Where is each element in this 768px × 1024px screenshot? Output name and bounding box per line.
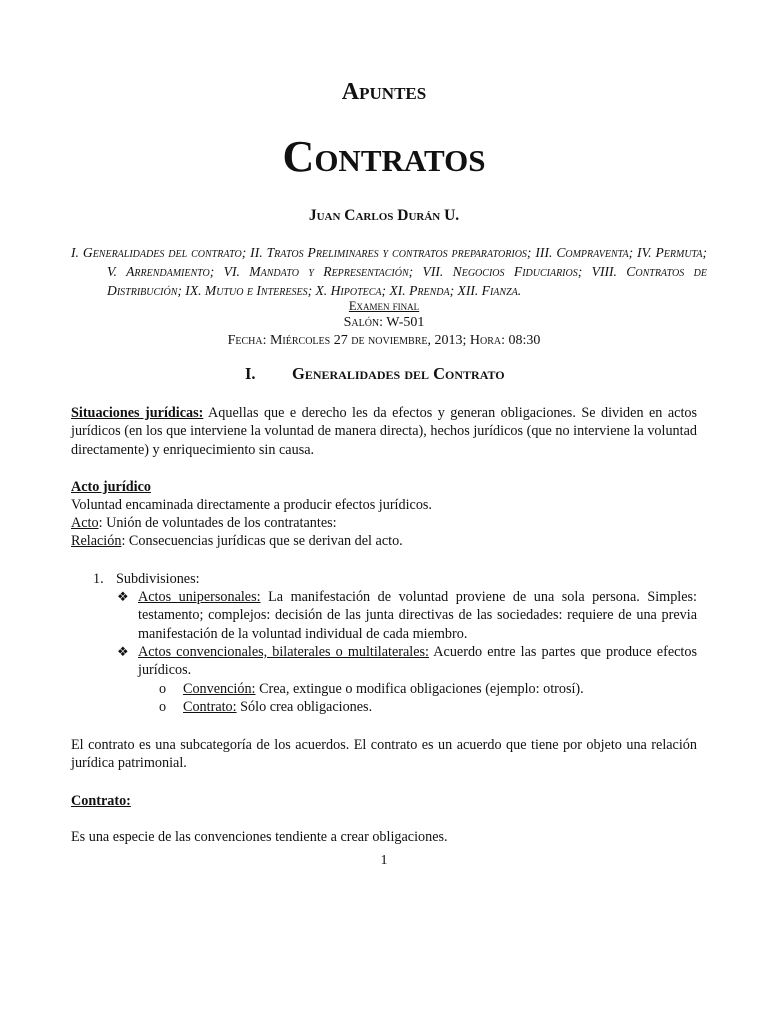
list-title: Subdivisiones: <box>116 571 200 587</box>
acto-heading: Acto jurídico <box>71 479 151 495</box>
contrato-definition: Es una especie de las convenciones tendiente a crear obligaciones. <box>71 829 448 845</box>
document-author: Juan Carlos Durán U. <box>308 207 460 224</box>
diamond-bullet-icon: ❖ <box>117 589 129 604</box>
page-number: 1 <box>380 853 388 868</box>
sub2-term: Contrato: <box>183 699 237 715</box>
sub-item-convencion <box>183 680 584 698</box>
date-rest: 27 de noviembre, <box>333 333 431 348</box>
situaciones-term: Situaciones jurídicas: <box>71 405 204 421</box>
date-year: 2013; <box>434 333 467 348</box>
relacion-line <box>71 532 697 550</box>
relacion-term: Relación <box>71 533 122 549</box>
room-label: Salón: <box>343 315 384 330</box>
acto-definition: Voluntad encaminada directamente a producir efectos jurídicos. <box>71 497 432 513</box>
document-subtitle: Apuntes <box>341 79 427 105</box>
table-of-contents: I. Generalidades del contrato; II. Tratos Preliminares y contratos preparatorios; III. Compraventa; IV. Permuta; V. Arrendamiento; VI. Mandato y Representación; VII. Negocios Fiduciarios; VIII. Contratos de Distribución; IX. Mutuo e Intereses; X. Hipoteca; XI. Prenda; XII. Fianza. <box>71 245 707 298</box>
contrato-heading: Contrato: <box>71 793 131 809</box>
room-value: W-501 <box>386 315 425 330</box>
exam-label: Examen final <box>348 299 420 313</box>
sub-item-contrato <box>183 698 372 716</box>
situaciones-paragraph <box>71 404 697 459</box>
bullet1-text: La manifestación de voluntad proviene de una sola persona. Simples: testamento; complejos: decisión de las junta directivas de las sociedades: requiere de una previa manifestación de la voluntad individual de cada miembro. <box>138 589 697 642</box>
time-label: Hora: <box>469 333 506 348</box>
situaciones-text: Aquellas que e derecho les da efectos y generan obligaciones. Se dividen en actos jurídicos (en los que interviene la voluntad de manera directa), hechos jurídicos (que no interviene la voluntad directamente) y enriquecimiento sin causa. <box>71 405 698 458</box>
diamond-bullet-icon: ❖ <box>117 644 129 659</box>
relacion-text: : Consecuencias jurídicas que se derivan del acto. <box>121 533 403 549</box>
circle-bullet-icon: o <box>159 681 167 697</box>
acto-text: : Unión de voluntades de los contratantes: <box>98 515 337 531</box>
circle-bullet-icon: o <box>159 699 167 715</box>
section-title: Generalidades del Contrato <box>292 364 505 383</box>
document-title: Contratos <box>282 132 486 181</box>
time-value: 08:30 <box>508 333 541 348</box>
bullet1-term: Actos unipersonales: <box>138 589 261 605</box>
bullet-unipersonales <box>138 588 697 643</box>
date-line <box>0 332 768 350</box>
bullet2-term: Actos convencionales, bilaterales o multilaterales: <box>138 644 429 660</box>
date-day: Miércoles <box>269 333 331 348</box>
sub2-text: Sólo crea obligaciones. <box>236 699 373 715</box>
list-number: 1. <box>93 571 104 587</box>
bullet-convencionales <box>138 643 697 680</box>
section-number: I. <box>245 364 256 383</box>
sub1-term: Convención: <box>183 681 256 697</box>
acto-line <box>71 514 697 532</box>
sub1-text: Crea, extingue o modifica obligaciones (ejemplo: otrosí). <box>255 681 584 697</box>
contrato-paragraph: El contrato es una subcategoría de los acuerdos. El contrato es un acuerdo que tiene por objeto una relación jurídica patrimonial. <box>71 737 697 772</box>
bullet2-text: Acuerdo entre las partes que produce efectos jurídicos. <box>138 644 697 679</box>
acto-term: Acto <box>71 515 99 531</box>
room-line <box>0 314 768 332</box>
date-label: Fecha: <box>227 333 267 348</box>
